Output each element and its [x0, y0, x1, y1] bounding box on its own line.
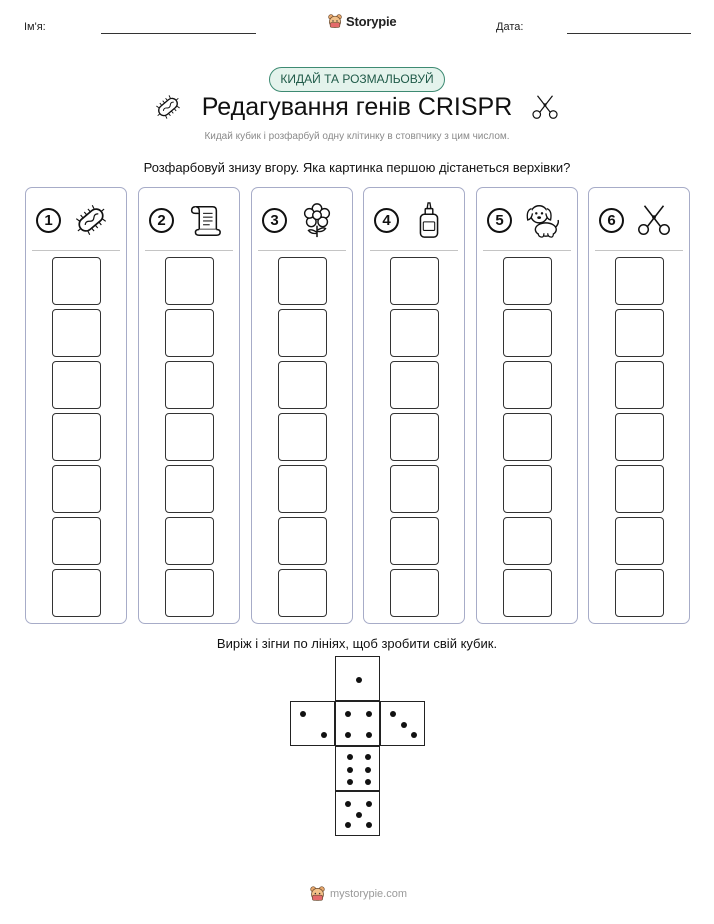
column-number: 6 — [599, 208, 624, 233]
color-cell[interactable] — [278, 517, 327, 565]
column-divider — [483, 250, 571, 251]
color-cell[interactable] — [390, 309, 439, 357]
color-cell[interactable] — [278, 361, 327, 409]
color-cell[interactable] — [390, 361, 439, 409]
column-divider — [370, 250, 458, 251]
color-cell[interactable] — [390, 517, 439, 565]
column-number: 3 — [262, 208, 287, 233]
color-cell[interactable] — [390, 465, 439, 513]
page-title: Редагування генів CRISPR — [201, 93, 513, 121]
footer-url[interactable]: mystorypie.com — [330, 887, 408, 900]
color-cell[interactable] — [390, 413, 439, 461]
color-cell[interactable] — [278, 309, 327, 357]
storypie-logo-icon — [327, 13, 343, 29]
color-cell[interactable] — [165, 361, 214, 409]
column-3 — [251, 187, 353, 624]
color-cell[interactable] — [615, 361, 664, 409]
date-label: Дата: — [496, 21, 524, 33]
color-cell[interactable] — [165, 569, 214, 617]
die-pip — [347, 779, 353, 785]
page-subtitle: Кидай кубик і розфарбуй одну клітинку в стовпчику з цим числом. — [204, 131, 510, 142]
die-pip — [411, 732, 417, 738]
die-face-3 — [380, 701, 425, 746]
die-pip — [365, 767, 371, 773]
column-divider — [32, 250, 120, 251]
column-2 — [138, 187, 240, 624]
color-cell[interactable] — [278, 257, 327, 305]
color-cell[interactable] — [165, 465, 214, 513]
column-header — [26, 188, 126, 250]
column-header — [477, 188, 577, 250]
color-cell[interactable] — [52, 257, 101, 305]
die-pip — [365, 754, 371, 760]
column-divider — [595, 250, 683, 251]
color-cell[interactable] — [52, 361, 101, 409]
die-pip — [366, 732, 372, 738]
scissors-icon — [635, 201, 673, 239]
color-cell[interactable] — [503, 569, 552, 617]
color-cell[interactable] — [615, 413, 664, 461]
column-1 — [25, 187, 127, 624]
die-face-6 — [335, 746, 380, 791]
color-cell[interactable] — [503, 309, 552, 357]
color-cell[interactable] — [165, 413, 214, 461]
die-face-2 — [290, 701, 335, 746]
column-number: 1 — [36, 208, 61, 233]
color-cell[interactable] — [165, 257, 214, 305]
scissors-icon — [530, 92, 560, 122]
color-cell[interactable] — [503, 465, 552, 513]
column-number: 4 — [374, 208, 399, 233]
footer — [309, 885, 407, 902]
color-cell[interactable] — [52, 569, 101, 617]
coloring-instruction: Розфарбовуй знизу вгору. Яка картинка першою дістанеться верхівки? — [143, 160, 571, 175]
color-cell[interactable] — [52, 465, 101, 513]
color-cell[interactable] — [52, 517, 101, 565]
activity-badge: КИДАЙ ТА РОЗМАЛЬОВУЙ — [269, 67, 445, 92]
color-cell[interactable] — [390, 257, 439, 305]
die-pip — [347, 754, 353, 760]
color-cell[interactable] — [615, 465, 664, 513]
die-pip — [366, 801, 372, 807]
color-cell[interactable] — [390, 569, 439, 617]
column-5 — [476, 187, 578, 624]
column-header — [252, 188, 352, 250]
die-face-4 — [335, 701, 380, 746]
color-cell[interactable] — [52, 413, 101, 461]
column-divider — [258, 250, 346, 251]
name-label: Ім'я: — [24, 21, 46, 33]
column-header — [139, 188, 239, 250]
name-write-line[interactable] — [101, 33, 256, 34]
die-pip — [345, 822, 351, 828]
flower-icon — [298, 201, 336, 239]
die-pip — [347, 767, 353, 773]
color-cell[interactable] — [615, 257, 664, 305]
die-pip — [390, 711, 396, 717]
die-pip — [366, 711, 372, 717]
color-cell[interactable] — [503, 413, 552, 461]
puppy-icon — [523, 201, 561, 239]
die-pip — [345, 801, 351, 807]
color-cell[interactable] — [615, 569, 664, 617]
die-face-5 — [335, 791, 380, 836]
color-cell[interactable] — [503, 517, 552, 565]
color-cell[interactable] — [615, 517, 664, 565]
column-number: 2 — [149, 208, 174, 233]
column-header — [364, 188, 464, 250]
glue-bottle-icon — [410, 201, 448, 239]
column-divider — [145, 250, 233, 251]
die-pip — [321, 732, 327, 738]
color-cell[interactable] — [503, 257, 552, 305]
color-cell[interactable] — [615, 309, 664, 357]
date-write-line[interactable] — [567, 33, 691, 34]
color-cell[interactable] — [503, 361, 552, 409]
die-face-1 — [335, 656, 380, 701]
die-pip — [401, 722, 407, 728]
die-pip — [345, 732, 351, 738]
column-number: 5 — [487, 208, 512, 233]
column-6 — [588, 187, 690, 624]
color-cell[interactable] — [52, 309, 101, 357]
scroll-icon — [185, 201, 223, 239]
column-header — [589, 188, 689, 250]
die-pip — [356, 812, 362, 818]
brand — [327, 13, 396, 29]
cut-instruction: Виріж і зігни по лініях, щоб зробити свій кубик. — [216, 636, 498, 651]
storypie-logo-icon — [309, 885, 326, 902]
brand-name: Storypie — [346, 13, 397, 29]
bacterium-icon — [72, 201, 110, 239]
color-cell[interactable] — [278, 569, 327, 617]
color-cell[interactable] — [165, 517, 214, 565]
color-cell[interactable] — [278, 413, 327, 461]
die-pip — [345, 711, 351, 717]
die-pip — [366, 822, 372, 828]
die-pip — [300, 711, 306, 717]
die-pip — [356, 677, 362, 683]
color-cell[interactable] — [165, 309, 214, 357]
color-cell[interactable] — [278, 465, 327, 513]
column-4 — [363, 187, 465, 624]
die-pip — [365, 779, 371, 785]
